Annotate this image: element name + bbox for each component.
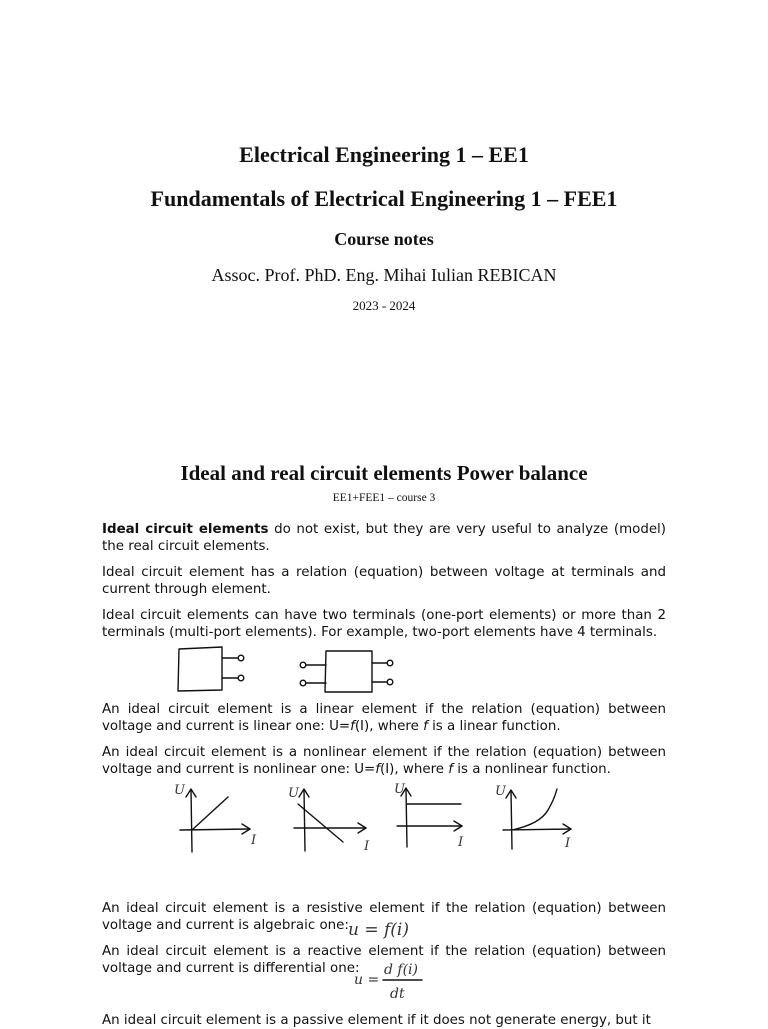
axis-i-label: I xyxy=(364,839,370,854)
paragraph-relation: Ideal circuit element has a relation (equation) between voltage at terminals and current through element. xyxy=(102,565,666,597)
function-symbol: f xyxy=(448,762,453,777)
author: Assoc. Prof. PhD. Eng. Mihai Iulian REBICAN xyxy=(211,265,557,285)
graph-nonlinear xyxy=(495,784,571,851)
graph-linear xyxy=(174,783,257,852)
equation-differential-lhs: u = xyxy=(354,972,380,988)
equation-algebraic: u = f(i) xyxy=(348,920,409,940)
bold-term: Ideal circuit elements xyxy=(102,522,269,537)
course-reference: EE1+FEE1 – course 3 xyxy=(332,492,436,504)
paragraph-resistive: An ideal circuit element is a resistive element if the relation (equation) between voltage and current is algebraic one: xyxy=(102,901,666,933)
graph-negative-slope xyxy=(288,786,370,854)
axis-i-label: I xyxy=(251,833,257,848)
course-title: Electrical Engineering 1 – EE1 xyxy=(239,142,529,167)
text-run: is a linear function. xyxy=(427,719,561,734)
text-run: is a nonlinear function. xyxy=(453,762,611,777)
subtitle: Course notes xyxy=(334,229,434,249)
multi-port-sketch-left xyxy=(178,647,244,691)
paragraph-linear xyxy=(102,701,666,735)
course-title-2: Fundamentals of Electrical Engineering 1 – FEE1 xyxy=(150,186,618,211)
paragraph-reactive: An ideal circuit element is a reactive element if the relation (equation) between voltage and current is differential one: xyxy=(102,944,666,976)
academic-years: 2023 - 2024 xyxy=(352,298,416,313)
function-symbol: f xyxy=(350,719,355,734)
paragraph-passive: An ideal circuit element is a passive element if it does not generate energy, but it xyxy=(102,1013,651,1028)
axis-i-label: I xyxy=(565,836,571,851)
axis-i-label: I xyxy=(458,835,464,850)
paragraph-terminals: Ideal circuit elements can have two terminals (one-port elements) or more than 2 terminals (multi-port elements). For example, two-port elements have 4 terminals. xyxy=(102,608,666,640)
paragraph-text: do not exist, but they are very useful to analyze (model) the real circuit elements. xyxy=(102,522,667,554)
text-run: An ideal circuit element is a linear element if the relation (equation) between voltage and current is linear one: U= xyxy=(102,702,666,734)
paragraph-nonlinear xyxy=(102,744,666,778)
equation-differential-numerator: d f(i) xyxy=(384,962,418,978)
equation-differential-denominator: dt xyxy=(390,986,405,1002)
graph-constant xyxy=(394,782,464,850)
two-port-sketch xyxy=(300,651,393,692)
axis-u-label: U xyxy=(495,784,506,799)
text-run: (I), where xyxy=(354,719,424,734)
axis-u-label: U xyxy=(288,786,299,801)
text-run: An ideal circuit element is a nonlinear element if the relation (equation) between voltage and current is nonlinear one: U= xyxy=(102,745,666,777)
section-heading: Ideal and real circuit elements Power balance xyxy=(180,461,588,485)
paragraph-ideal-elements xyxy=(102,521,666,555)
function-symbol: f xyxy=(375,762,380,777)
axis-u-label: U xyxy=(394,782,405,797)
function-symbol: f xyxy=(423,719,428,734)
text-run: (I), where xyxy=(379,762,449,777)
axis-u-label: U xyxy=(174,783,185,798)
